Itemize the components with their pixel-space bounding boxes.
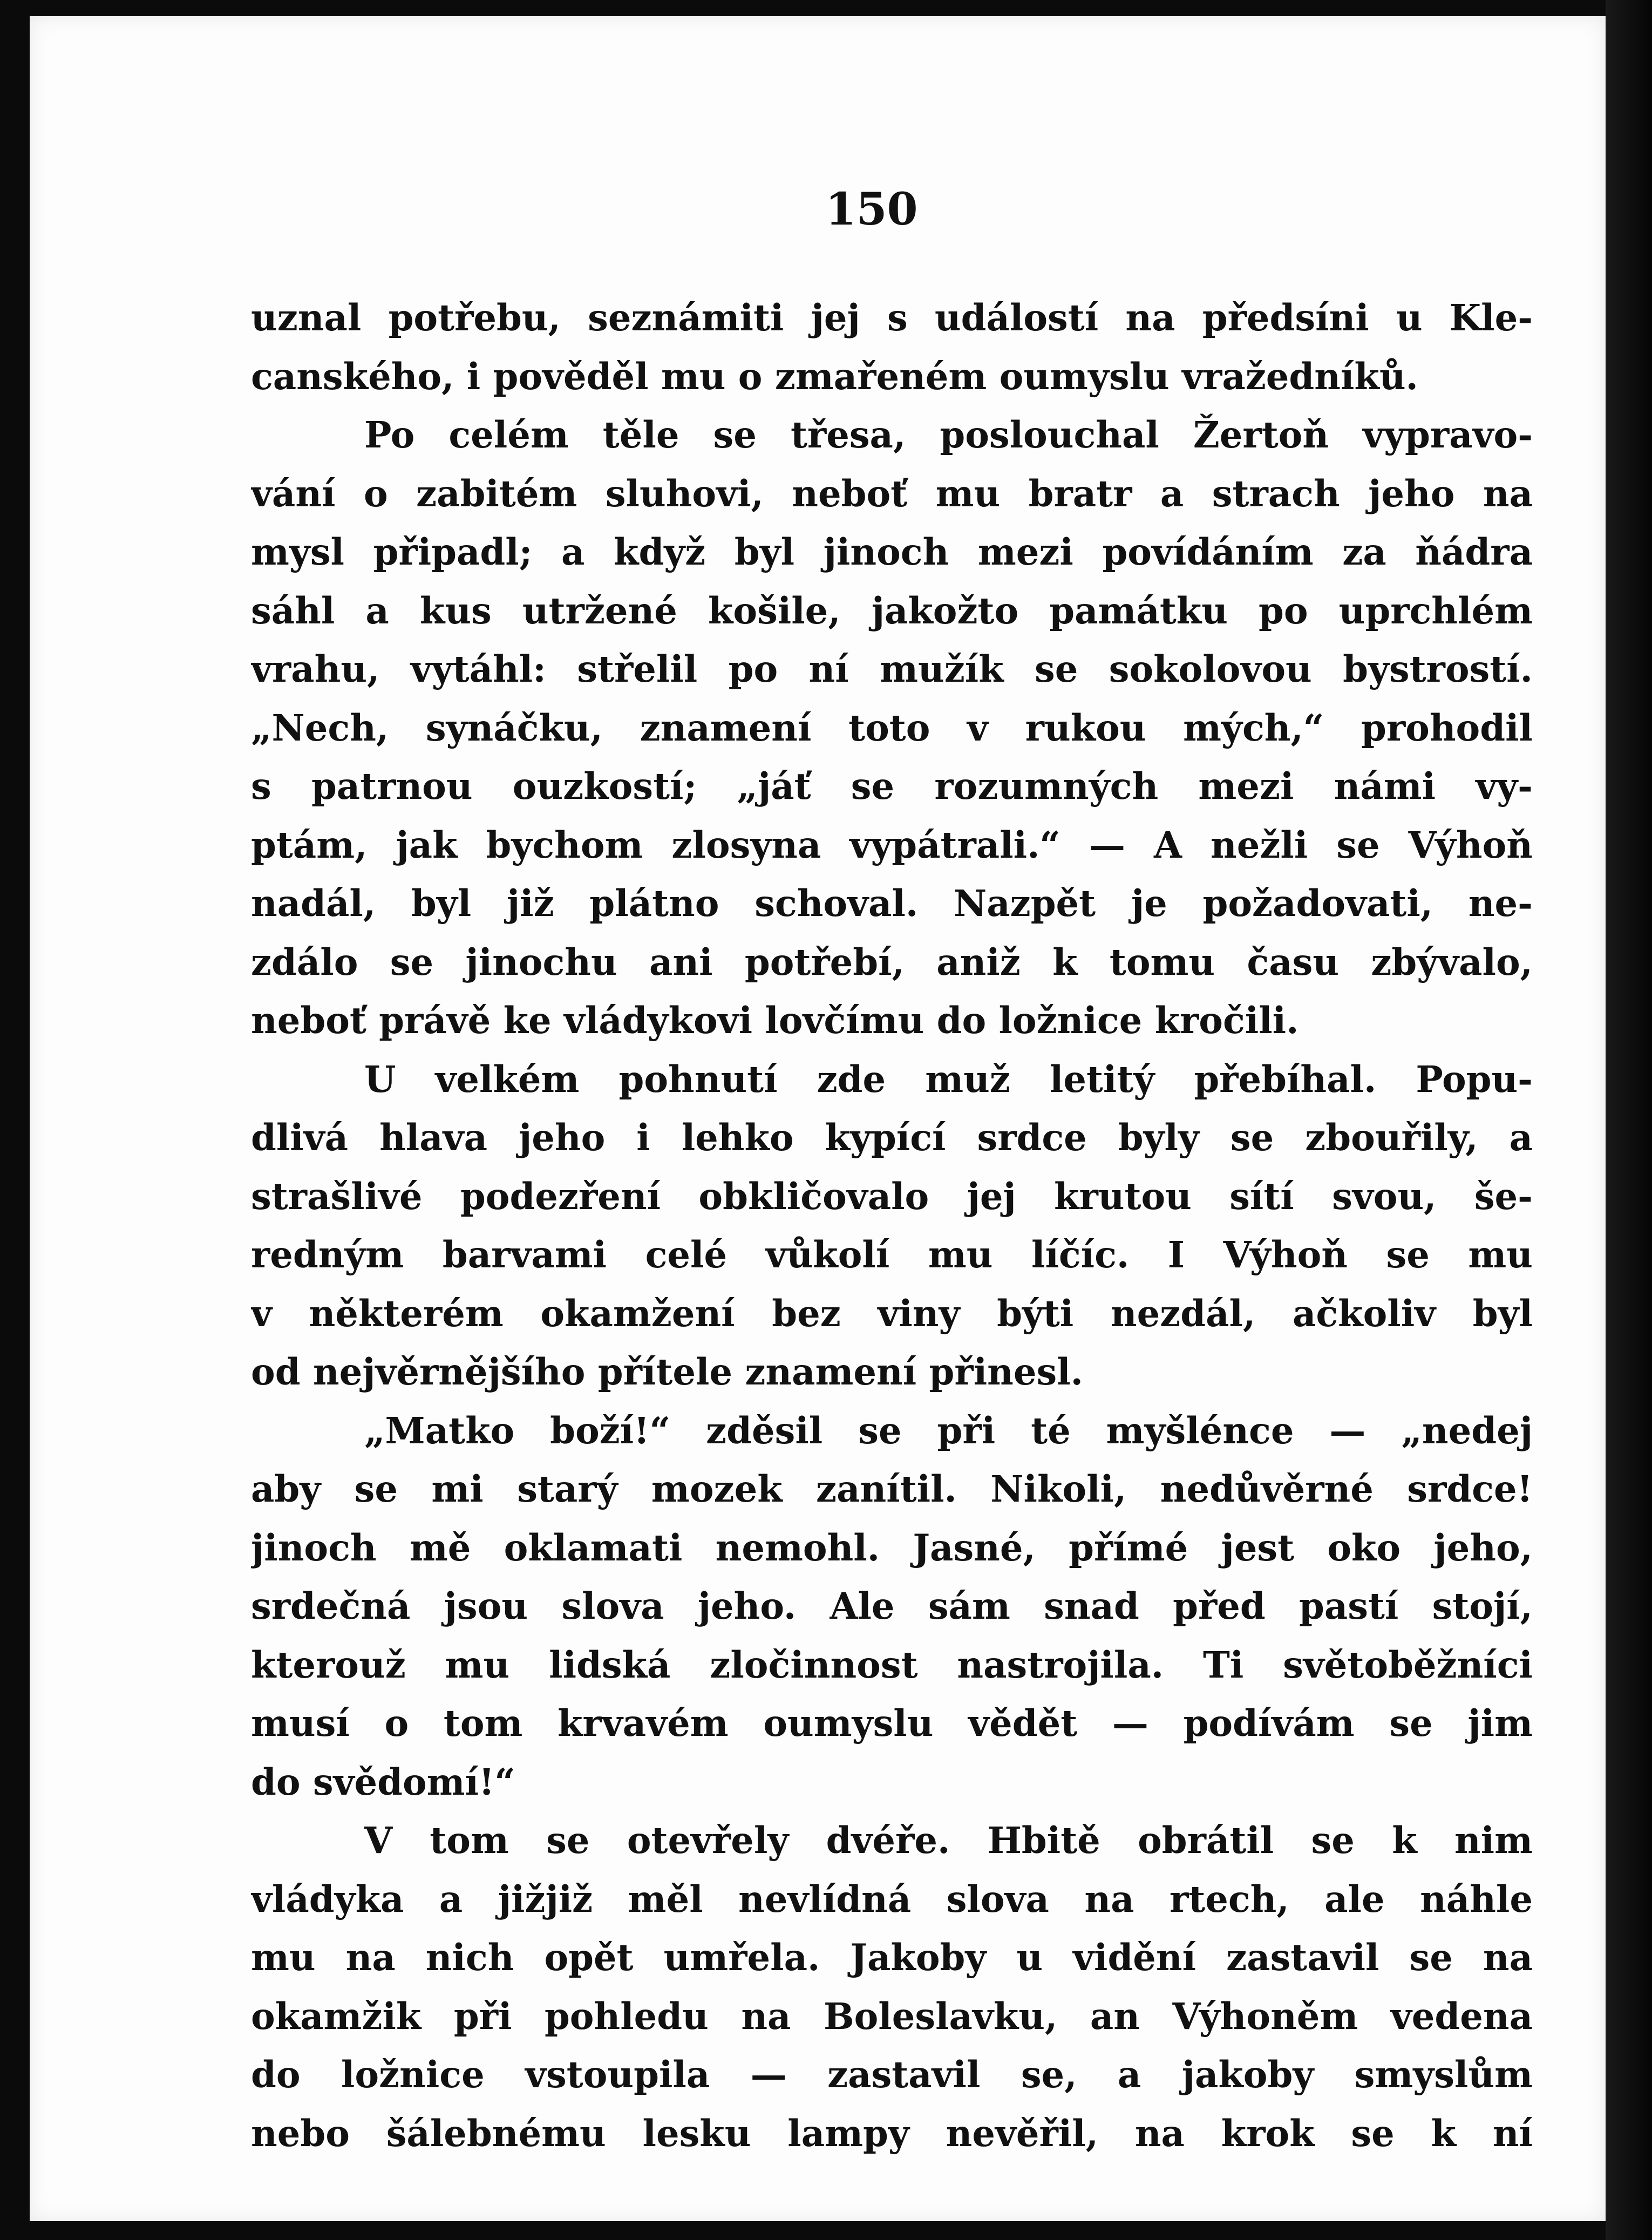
text-line: uznal potřebu, seznámiti jej s událostí na předsíni u Kle- (251, 296, 1533, 339)
text-line: neboť právě ke vládykovi lovčímu do ložnice kročili. (251, 999, 1299, 1042)
text-line: zdálo se jinochu ani potřebí, aniž k tomu času zbývalo, (251, 940, 1533, 983)
text-line: nebo šálebnému lesku lampy nevěřil, na krok se k ní (251, 2112, 1533, 2155)
body-text (251, 289, 1533, 2163)
text-line: mu na nich opět umřela. Jakoby u vidění zastavil se na (251, 1936, 1533, 1979)
text-line: U velkém pohnutí zde muž letitý přebíhal. Popu- (364, 1057, 1533, 1101)
text-line: vrahu, vytáhl: střelil po ní mužík se sokolovou bystrostí. (251, 648, 1533, 690)
text-line: v některém okamžení bez viny býti nezdál, ačkoliv byl (251, 1292, 1533, 1335)
page-number: 150 (825, 184, 918, 235)
text-line: dlivá hlava jeho i lehko kypící srdce byly se zbouřily, a (251, 1116, 1533, 1159)
text-line: musí o tom krvavém oumyslu vědět — podívám se jim (251, 1702, 1533, 1745)
text-line: canského, i pověděl mu o zmařeném oumyslu vražedníků. (251, 355, 1418, 398)
text-line: „Matko boží!“ zděsil se při té myšlénce — „nedej (364, 1409, 1533, 1452)
text-line: srdečná jsou slova jeho. Ale sám snad před pastí stojí, (251, 1585, 1533, 1627)
text-line: V tom se otevřely dvéře. Hbitě obrátil se k nim (364, 1819, 1533, 1862)
text-line: sáhl a kus utržené košile, jakožto památku po uprchlém (251, 589, 1533, 632)
text-line: od nejvěrnějšího přítele znamení přinesl. (251, 1350, 1083, 1393)
text-line: mysl připadl; a když byl jinoch mezi povídáním za ňádra (251, 531, 1533, 573)
text-line: Po celém těle se třesa, poslouchal Žertoň vypravo- (364, 413, 1533, 456)
text-line: ptám, jak bychom zlosyna vypátrali.“ — A nežli se Výhoň (251, 823, 1533, 866)
text-line: vládyka a jižjiž měl nevlídná slova na rtech, ale náhle (251, 1877, 1533, 1920)
text-line: okamžik při pohledu na Boleslavku, an Výhoněm vedena (251, 1994, 1533, 2038)
book-page (30, 16, 1606, 2221)
text-line: strašlivé podezření obkličovalo jej krutou sítí svou, še- (251, 1175, 1533, 1218)
text-line: vání o zabitém sluhovi, neboť mu bratr a strach jeho na (251, 472, 1533, 515)
text-line: do svědomí!“ (251, 1760, 515, 1803)
text-line: „Nech, synáčku, znamení toto v rukou mých,“ prohodil (251, 706, 1533, 749)
text-line: redným barvami celé vůkolí mu líčíc. I Výhoň se mu (251, 1233, 1533, 1276)
text-line: jinoch mě oklamati nemohl. Jasné, přímé jest oko jeho, (251, 1526, 1533, 1569)
text-line: aby se mi starý mozek zanítil. Nikoli, nedůvěrné srdce! (251, 1468, 1533, 1510)
text-line: kterouž mu lidská zločinnost nastrojila. Ti světoběžníci (251, 1643, 1533, 1686)
text-line: nadál, byl již plátno schoval. Nazpět je požadovati, ne- (251, 882, 1533, 925)
text-line: s patrnou ouzkostí; „jáť se rozumných mezi námi vy- (251, 765, 1533, 807)
binding-edge (1606, 0, 1652, 2240)
text-line: do ložnice vstoupila — zastavil se, a jakoby smyslům (251, 2053, 1533, 2096)
